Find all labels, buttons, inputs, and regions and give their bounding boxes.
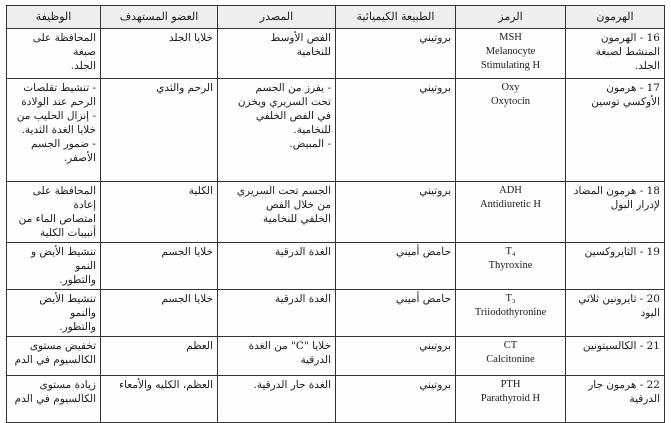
table-body	[7, 29, 665, 423]
symbol-abbreviation: T₃	[505, 293, 516, 304]
function-line: الكالسيوم في الدم	[14, 354, 96, 366]
symbol-abbreviation: CT	[503, 340, 518, 351]
cell-hormone: 21 - الكالسيتونين	[566, 337, 665, 376]
symbol-full-name: Triiodothyronine	[474, 307, 547, 318]
cell-chemical-nature: بروتيني	[336, 79, 456, 182]
source-line: للنخامية	[296, 46, 331, 58]
function-line: المحافظة على صبغة	[32, 32, 96, 58]
table-row	[7, 79, 665, 182]
header-chem: الطبيعة الكيميائية	[336, 6, 456, 29]
cell-chemical-nature: بروتيني	[336, 29, 456, 79]
cell-target-organ: العظم	[101, 337, 218, 376]
header-symbol: الرمز	[456, 6, 566, 29]
source-line: للنخامية.	[293, 124, 331, 136]
hormones-table	[6, 5, 665, 423]
source-line: - يفرز من الجسم	[255, 82, 331, 94]
cell-symbol	[456, 243, 566, 290]
function-line: الأصفر.	[63, 152, 96, 164]
cell-source	[218, 29, 336, 79]
function-line: الجلد.	[70, 60, 96, 72]
cell-target-organ: خلايا الجسم	[101, 290, 218, 337]
source-line: الغدة جار الدرقية.	[253, 379, 331, 391]
header-target: العضو المستهدف	[101, 6, 218, 29]
symbol-full-name: Calcitonine	[486, 354, 535, 365]
cell-chemical-nature: بروتيني	[336, 376, 456, 423]
cell-hormone: 18 - هرمون المضاد لإدرار البول	[566, 182, 665, 243]
source-line: الخلفي للنخامية	[262, 213, 331, 225]
function-line: والتطور.	[59, 274, 96, 286]
cell-function	[7, 79, 101, 182]
cell-hormone: 19 - الثايروكسين	[566, 243, 665, 290]
cell-symbol	[456, 29, 566, 79]
source-line: - المبيض.	[289, 138, 331, 150]
function-line: أنبيبات الكلية	[40, 227, 96, 239]
cell-symbol	[456, 376, 566, 423]
header-function: الوظيفة	[7, 6, 101, 29]
function-line: الكالسيوم في الدم	[14, 393, 96, 405]
cell-target-organ: خلايا الجلد	[101, 29, 218, 79]
source-line: الغدة الدرقية	[274, 293, 331, 305]
function-line: تنشيط الأيض والنمو	[39, 293, 96, 319]
cell-target-organ: خلايا الجسم	[101, 243, 218, 290]
source-line: الدرقية	[300, 354, 331, 366]
source-line: خلايا "C" من الغدة	[248, 340, 331, 352]
table-row	[7, 182, 665, 243]
header-hormone: الهرمون	[566, 6, 665, 29]
source-line: الغدة الدرقية	[274, 246, 331, 258]
cell-chemical-nature: حامض أميني	[336, 243, 456, 290]
cell-function	[7, 337, 101, 376]
function-line: - تنشيط تقلصات	[23, 82, 96, 94]
function-line: الرحم عند الولادة	[21, 96, 96, 108]
cell-hormone: 20 - ثايرونين ثلاثي اليود	[566, 290, 665, 337]
cell-function	[7, 243, 101, 290]
cell-source	[218, 376, 336, 423]
symbol-abbreviation: Oxy	[501, 82, 520, 93]
function-line: تنشيط الأيض و النمو	[30, 246, 96, 272]
symbol-full-name: Melanocyte	[485, 46, 536, 57]
cell-target-organ: الرحم والثدي	[101, 79, 218, 182]
function-line: امتصاص الماء من	[18, 213, 96, 225]
symbol-abbreviation: MSH	[499, 32, 522, 43]
cell-function	[7, 290, 101, 337]
table-row	[7, 29, 665, 79]
source-line: في الفص الخلفي	[255, 110, 331, 122]
table-row	[7, 376, 665, 423]
cell-source	[218, 290, 336, 337]
source-line: الجسم تحت السريري	[236, 185, 331, 197]
cell-function	[7, 376, 101, 423]
table-row	[7, 243, 665, 290]
symbol-full-name: Parathyroid H	[480, 393, 541, 404]
cell-function	[7, 29, 101, 79]
function-line: المحافظة على إعادة	[32, 185, 96, 211]
cell-chemical-nature: بروتيني	[336, 337, 456, 376]
cell-chemical-nature: بروتيني	[336, 182, 456, 243]
function-line: - إنزال الحليب من	[16, 110, 96, 122]
table-row	[7, 290, 665, 337]
function-line: خلايا الغدة الثدية.	[21, 124, 96, 136]
cell-hormone: 22 - هرمون جار الدرقية	[566, 376, 665, 423]
source-line: تحت السريري ويخزن	[237, 96, 331, 108]
cell-function	[7, 182, 101, 243]
function-line: زيادة مستوى	[39, 379, 96, 391]
cell-source	[218, 337, 336, 376]
source-line: الفص الأوسط	[270, 32, 331, 44]
source-line: من خلال الفص	[266, 199, 331, 211]
table-row	[7, 337, 665, 376]
symbol-abbreviation: T₄	[505, 246, 516, 257]
symbol-abbreviation: ADH	[499, 185, 522, 196]
cell-target-organ: العظم، الكليه والأمعاء	[101, 376, 218, 423]
symbol-full-name: Oxytocin	[490, 96, 531, 107]
symbol-abbreviation: PTH	[500, 379, 521, 390]
cell-hormone: 16 - الهرمون المنشط لصبغة الجلد.	[566, 29, 665, 79]
cell-symbol	[456, 79, 566, 182]
header-source: المصدر	[218, 6, 336, 29]
symbol-full-name: Thyroxine	[488, 260, 533, 271]
function-line: تخفيض مستوى	[29, 340, 96, 352]
cell-chemical-nature: حامض أميني	[336, 290, 456, 337]
cell-symbol	[456, 182, 566, 243]
cell-hormone: 17 - هرمون الأوكسي توسين	[566, 79, 665, 182]
cell-source	[218, 243, 336, 290]
cell-symbol	[456, 290, 566, 337]
symbol-full-name: Antidiuretic H	[480, 199, 541, 210]
symbol-full-name: Stimulating H	[480, 60, 541, 71]
cell-source	[218, 79, 336, 182]
cell-target-organ: الكلية	[101, 182, 218, 243]
function-line: والتطور.	[59, 321, 96, 333]
cell-symbol	[456, 337, 566, 376]
table-header-row	[7, 6, 665, 29]
function-line: - ضمور الجسم	[31, 138, 96, 150]
cell-source	[218, 182, 336, 243]
